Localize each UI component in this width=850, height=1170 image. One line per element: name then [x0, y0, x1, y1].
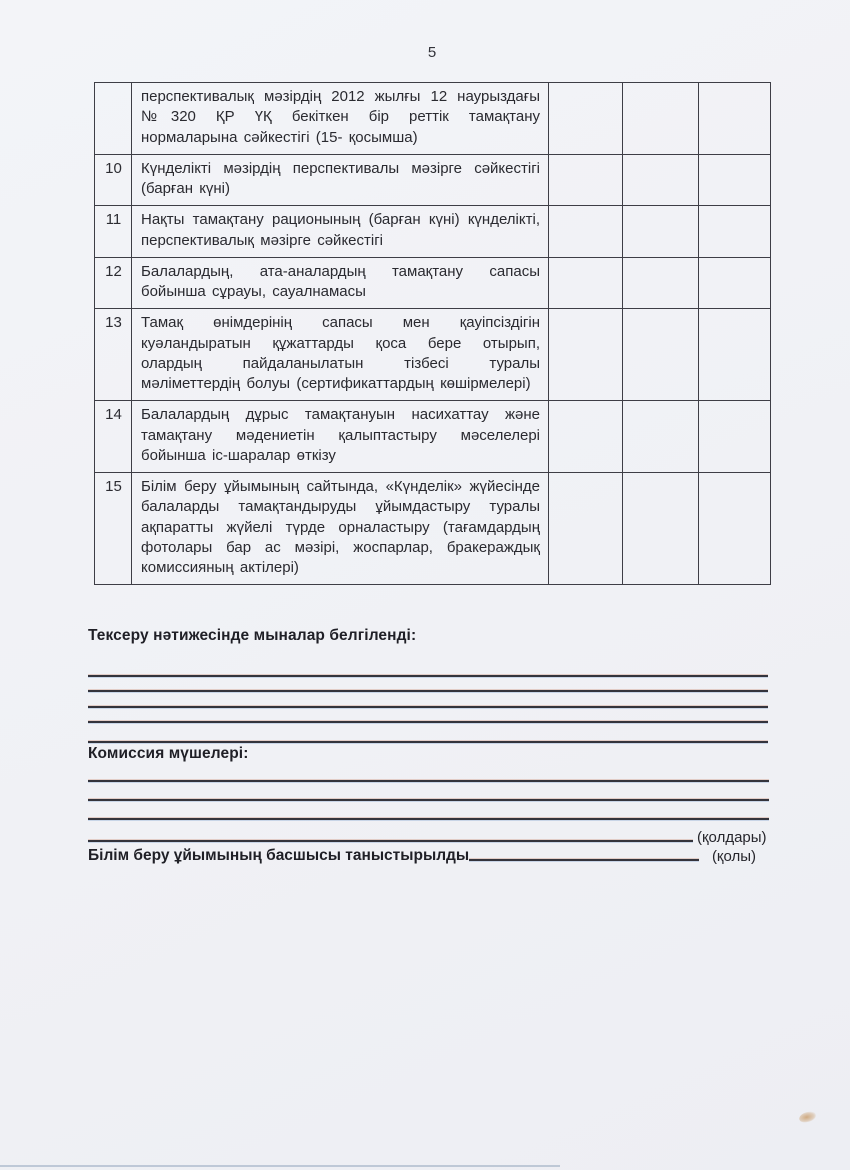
check-cell: [549, 257, 623, 309]
acknowledged-label: Білім беру ұйымының басшысы таныстырылды: [88, 847, 470, 864]
row-number-cell: 14: [95, 401, 132, 473]
inspection-checklist-table: [94, 82, 771, 585]
check-cell: [549, 206, 623, 258]
row-description-cell: Білім беру ұйымының сайтында, «Күнделік» жүйесінде балаларды тамақтандыруды ұйымдастыру туралы ақпаратты жүйелі түрде орналастыру (тағамдардың фотолары бар ас мәзірі, жоспарлар, бракераждық комиссияның актілері): [132, 473, 549, 585]
fill-in-line: [88, 741, 768, 743]
check-cell: [699, 83, 771, 155]
results-heading: Тексеру нәтижесінде мыналар белгіленді:: [88, 627, 417, 644]
table-row: [95, 83, 771, 155]
check-cell: [549, 473, 623, 585]
table-row: [95, 206, 771, 258]
row-description-cell: Тамақ өнімдерінің сапасы мен қауіпсіздігін куәландыратын құжаттарды қоса бере отырып, олардың пайдаланылатын тізбесі туралы мәліметтердің болуы (сертификаттардың көшірмелері): [132, 309, 549, 401]
row-description-cell: Нақты тамақтану рационының (барған күні) күнделікті, перспективалық мәзірге сәйкестігі: [132, 206, 549, 258]
check-cell: [623, 154, 699, 206]
check-cell: [549, 154, 623, 206]
commission-heading: Комиссия мүшелері:: [88, 745, 249, 762]
check-cell: [549, 309, 623, 401]
signatures-label: (қолдары): [697, 829, 767, 846]
row-number-cell: [95, 83, 132, 155]
row-number-cell: 12: [95, 257, 132, 309]
row-number-cell: 13: [95, 309, 132, 401]
fill-in-line: [88, 840, 693, 842]
row-description-cell: Балалардың дұрыс тамақтануын насихаттау және тамақтану мәдениетін қалыптастыру мәселелері бойынша іс-шаралар өткізу: [132, 401, 549, 473]
check-cell: [549, 401, 623, 473]
check-cell: [623, 401, 699, 473]
page-number: 5: [427, 44, 437, 61]
table-row: [95, 473, 771, 585]
scan-edge-artifact: [0, 1165, 560, 1167]
table-row: [95, 401, 771, 473]
check-cell: [699, 401, 771, 473]
acknowledged-row: [88, 843, 769, 865]
fill-in-line: [88, 675, 768, 677]
fill-in-line: [88, 799, 769, 801]
table-row: [95, 309, 771, 401]
check-cell: [623, 206, 699, 258]
row-description-cell: Күнделікті мәзірдің перспективалы мәзірге сәйкестігі (барған күні): [132, 154, 549, 206]
fill-in-line: [88, 706, 768, 708]
table-row: [95, 257, 771, 309]
check-cell: [699, 154, 771, 206]
check-cell: [623, 309, 699, 401]
fill-in-line: [88, 780, 769, 782]
fill-in-line: [88, 818, 769, 820]
check-cell: [699, 309, 771, 401]
row-description-cell: Балалардың, ата-аналардың тамақтану сапасы бойынша сұрауы, сауалнамасы: [132, 257, 549, 309]
check-cell: [699, 257, 771, 309]
fill-in-line: [88, 690, 768, 692]
row-number-cell: 11: [95, 206, 132, 258]
fill-in-line: [469, 859, 699, 861]
row-description-cell: перспективалық мәзірдің 2012 жылғы 12 наурыздағы №320 ҚР ҮҚ бекіткен бір реттік тамақтану нормаларына сәйкестігі (15- қосымша): [132, 83, 549, 155]
table-row: [95, 154, 771, 206]
fill-in-line: [88, 721, 768, 723]
signature-label: (қолы): [711, 848, 757, 865]
check-cell: [699, 206, 771, 258]
check-cell: [623, 473, 699, 585]
check-cell: [699, 473, 771, 585]
row-number-cell: 10: [95, 154, 132, 206]
row-number-cell: 15: [95, 473, 132, 585]
check-cell: [623, 257, 699, 309]
check-cell: [549, 83, 623, 155]
scan-smudge: [798, 1110, 817, 1123]
check-cell: [623, 83, 699, 155]
